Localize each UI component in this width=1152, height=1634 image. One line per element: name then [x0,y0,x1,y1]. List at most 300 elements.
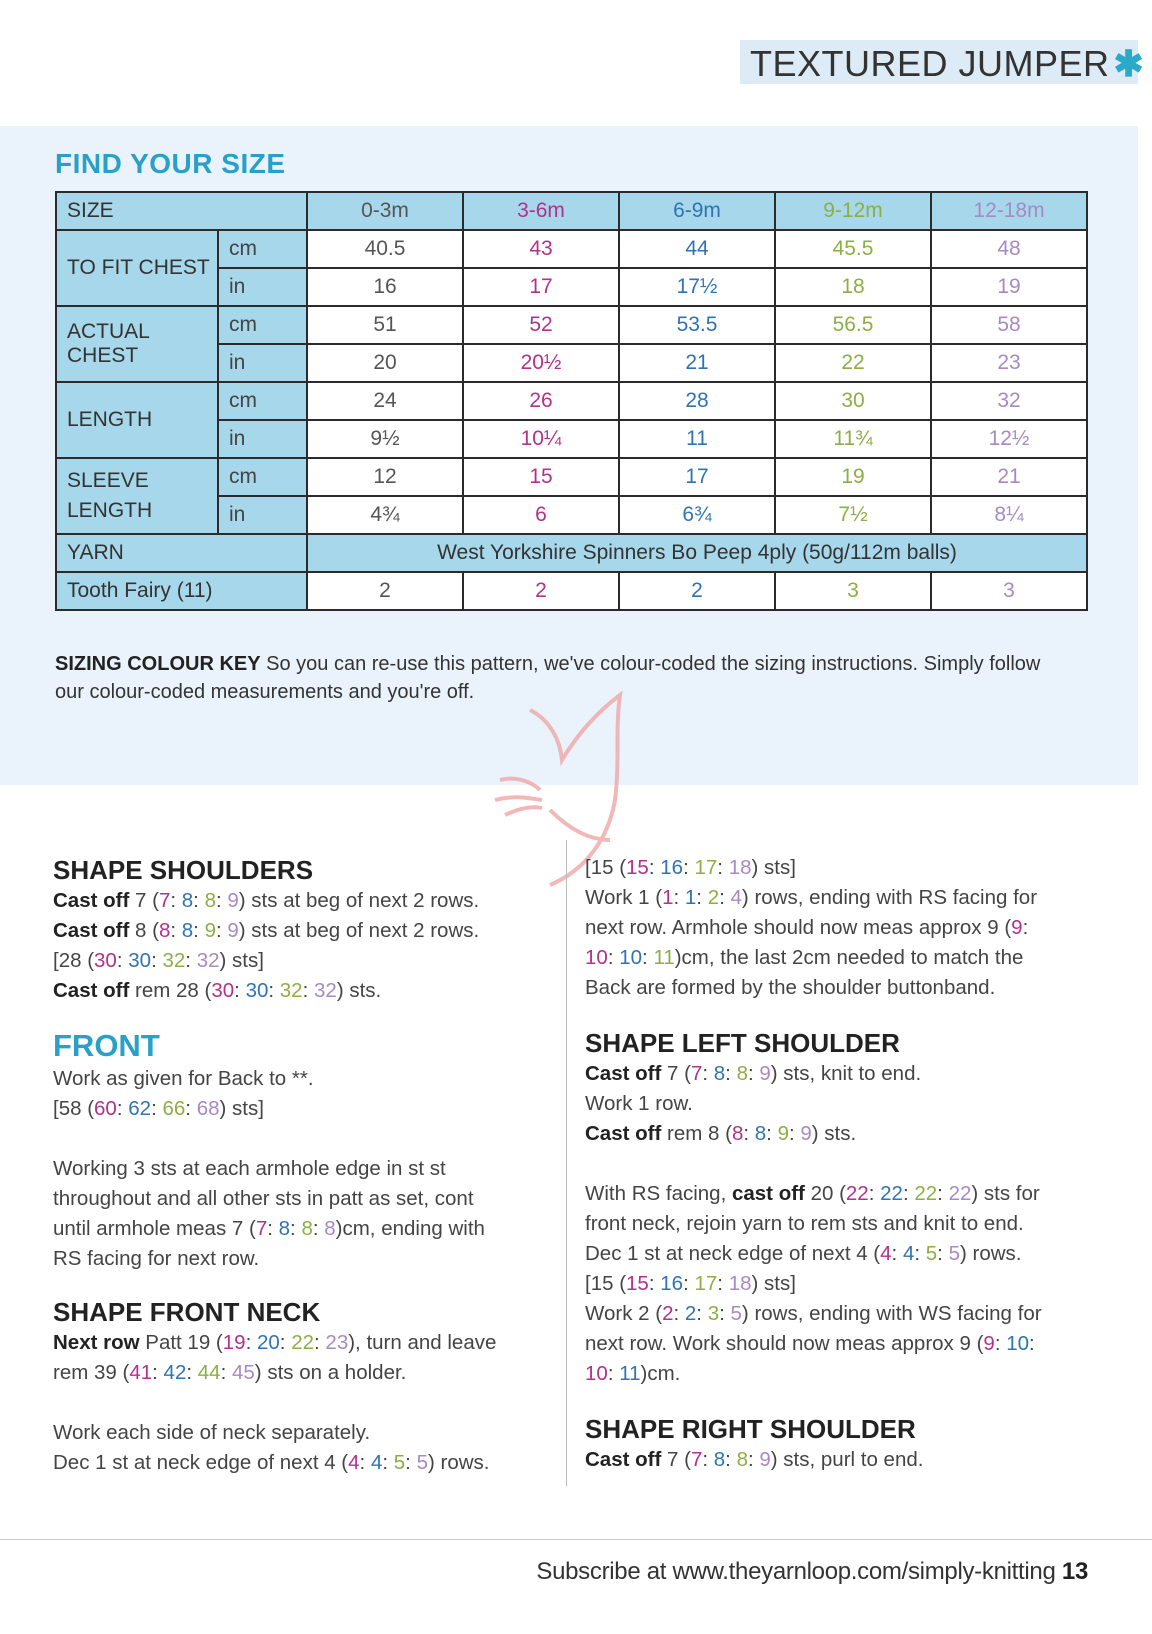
text-segment: : [245,1331,257,1354]
bold-term: Cast off [53,919,130,942]
size-value: 9 [1011,916,1023,939]
value-cell: 12 [307,458,463,496]
value-cell: 12½ [931,420,1087,458]
text-segment: : [696,1302,708,1325]
size-value: 30 [245,979,269,1002]
value-cell: 4¾ [307,496,463,534]
bold-term: Cast off [585,1122,662,1145]
instruction-line [53,1358,553,1388]
value-cell: 2 [619,572,775,610]
size-table [55,191,1088,611]
size-value: 32 [196,949,220,972]
yarn-label: YARN [56,534,307,572]
bold-term: cast off [731,1182,805,1205]
text-segment: next row. Armhole should now meas approx 9 ( [585,916,1012,939]
text-segment: ) sts] [219,1097,264,1120]
page-title-text: TEXTURED JUMPER [750,43,1110,84]
sized-text [53,1097,264,1120]
value-cell: 20½ [463,344,619,382]
table-row [56,458,1087,496]
size-value: 3 [707,1302,720,1325]
instruction-line [53,886,553,916]
value-cell: 2 [463,572,619,610]
text-segment: [15 ( [585,856,627,879]
size-value: 18 [728,1272,752,1295]
row-label [56,458,218,534]
unit-cell: in [218,496,307,534]
size-value: 7 [255,1217,268,1240]
text-segment: ) sts. [811,1122,857,1145]
row-label: ACTUAL CHEST [56,306,218,382]
right-column [585,853,1095,1475]
size-value: 4 [902,1242,915,1265]
value-cell: 11 [619,420,775,458]
size-value: 10 [619,946,643,969]
sized-text [585,946,1023,969]
size-value: 11 [619,1362,641,1385]
sized-text [661,1062,921,1085]
text-segment: : [994,1332,1007,1355]
size-value: 10 [585,1362,608,1385]
size-value: 8 [181,889,194,912]
text-segment: [28 ( [53,949,95,972]
front-heading: FRONT [53,1028,160,1063]
text-segment: : [642,946,654,969]
left-column [53,854,553,1478]
instruction-line [585,1059,1095,1089]
size-value: 5 [948,1242,960,1265]
text-segment: : [193,919,205,942]
text-segment: 7 ( [661,1448,691,1471]
text-segment: Dec 1 st at neck edge of next 4 ( [585,1242,881,1265]
value-cell: 18 [775,268,931,306]
page-number: 13 [1061,1558,1088,1585]
star-icon: ✱ [1113,43,1145,84]
instruction-line [53,1214,553,1244]
instruction-line [53,946,553,976]
shape-left-shoulder-heading: SHAPE LEFT SHOULDER [585,1028,900,1058]
bold-term: Cast off [53,979,130,1002]
size-value: 42 [163,1361,187,1384]
value-cell: 45.5 [775,230,931,268]
text-segment: : [116,1097,129,1120]
size-value: 9 [800,1122,812,1145]
text-segment: : [766,1122,778,1145]
text-segment: : [937,1182,949,1205]
value-cell: 44 [619,230,775,268]
table-row [56,306,1087,344]
value-cell: 19 [931,268,1087,306]
size-value: 7 [690,1448,703,1471]
value-cell: 48 [931,230,1087,268]
text-segment: )cm. [640,1362,681,1385]
text-segment: : [314,1331,326,1354]
value-cell: 3 [775,572,931,610]
size-value: 22 [914,1182,938,1205]
value-cell: 56.5 [775,306,931,344]
text-segment: ) sts at beg of next 2 rows. [238,889,480,912]
sized-text [585,886,1037,909]
text-segment: : [743,1122,755,1145]
shape-right-shoulder-heading: SHAPE RIGHT SHOULDER [585,1414,916,1444]
sized-text [585,1242,1021,1265]
size-value: 68 [196,1097,220,1120]
size-value: 8 [713,1448,726,1471]
value-cell: 3 [931,572,1087,610]
value-cell: 8¼ [931,496,1087,534]
size-value: 16 [660,1272,684,1295]
text-segment: : [719,1302,731,1325]
size-value: 7 [690,1062,703,1085]
size-value: 9 [759,1448,771,1471]
text-segment: : [215,919,228,942]
size-value: 1 [684,886,697,909]
instruction-line [585,1179,1095,1209]
instruction-line [585,883,1095,913]
size-value: 8 [324,1217,336,1240]
text-segment: until armhole meas 7 ( [53,1217,256,1240]
instruction-line: Work each side of neck separately. [53,1421,371,1444]
sized-text [129,889,479,912]
text-segment: : [673,1302,685,1325]
text-segment: : [648,1272,661,1295]
size-value: 30 [94,949,117,972]
text-segment: : [683,856,695,879]
size-value: 2 [662,1302,674,1325]
text-segment: : [359,1451,371,1474]
instruction-line: Back are formed by the shoulder buttonband. [585,976,996,999]
text-segment: : [268,979,280,1002]
text-segment: : [1029,1332,1035,1355]
size-value: 9 [227,889,239,912]
text-segment: : [185,949,197,972]
text-segment: : [116,949,129,972]
size-value: 1 [662,886,674,909]
size-value: 22 [948,1182,972,1205]
sized-text [129,919,479,942]
text-segment: : [607,1362,620,1385]
bold-term: Cast off [585,1062,662,1085]
value-cell: 32 [931,382,1087,420]
sized-text [661,1122,856,1145]
size-value: 32 [162,949,186,972]
text-segment: : [717,856,729,879]
bold-term: Cast off [585,1448,662,1471]
size-col: 9-12m [775,192,931,230]
text-segment: [58 ( [53,1097,95,1120]
instruction-line [585,943,1095,973]
sized-text [661,1448,923,1471]
page-title [750,43,1144,85]
text-segment: ), turn and leave [348,1331,497,1354]
value-cell: 24 [307,382,463,420]
text-segment: : [702,1062,714,1085]
value-cell: 21 [619,344,775,382]
text-segment: : [382,1451,394,1474]
value-cell: 17½ [619,268,775,306]
sized-text [53,1451,489,1474]
sized-text [53,949,264,972]
instruction-line [53,976,553,1006]
text-segment: : [186,1361,198,1384]
size-value: 22 [291,1331,315,1354]
value-cell: 52 [463,306,619,344]
size-value: 16 [660,856,684,879]
sized-text [585,1362,680,1385]
text-segment: : [696,886,708,909]
page-title-box [740,40,1145,84]
size-value: 8 [713,1062,726,1085]
size-value: 30 [128,949,152,972]
text-segment: ) sts at beg of next 2 rows. [238,919,480,942]
sized-text [585,1332,1035,1355]
text-segment: ) sts, knit to end. [770,1062,922,1085]
size-value: 20 [256,1331,280,1354]
size-value: 2 [707,886,720,909]
table-row [56,382,1087,420]
bold-term: Next row [53,1331,140,1354]
value-cell: 17 [463,268,619,306]
size-value: 8 [736,1062,748,1085]
size-value: 10 [1006,1332,1030,1355]
size-value: 7 [158,889,171,912]
text-segment: [15 ( [585,1272,627,1295]
size-col: 0-3m [307,192,463,230]
text-segment: Dec 1 st at neck edge of next 4 ( [53,1451,349,1474]
size-value: 45 [231,1361,255,1384]
value-cell: 28 [619,382,775,420]
instruction-line: Work as given for Back to **. [53,1067,314,1090]
instruction-line: Work 1 row. [585,1092,693,1115]
size-col: 6-9m [619,192,775,230]
row-label-line: LENGTH [67,499,153,522]
size-value: 62 [128,1097,152,1120]
sized-text [585,856,796,879]
unit-cell: cm [218,458,307,496]
text-segment: : [937,1242,949,1265]
text-segment: : [405,1451,417,1474]
text-segment: : [151,1097,163,1120]
text-segment: )cm, ending with [335,1217,485,1240]
size-header-row [56,192,1087,230]
value-cell: 19 [775,458,931,496]
instruction-line [53,1094,553,1124]
text-segment: : [673,886,685,909]
value-cell: 20 [307,344,463,382]
text-segment: : [747,1062,760,1085]
value-cell: 51 [307,306,463,344]
sized-text [53,1361,406,1384]
text-segment: : [215,889,228,912]
size-value: 5 [730,1302,742,1325]
text-segment: : [725,1448,737,1471]
text-segment: : [152,1361,164,1384]
value-cell: 30 [775,382,931,420]
find-size-heading: FIND YOUR SIZE [55,148,286,179]
size-value: 15 [626,1272,649,1295]
text-segment: ) sts] [219,949,264,972]
text-segment: : [312,1217,325,1240]
text-segment: : [234,979,246,1002]
table-row [56,230,1087,268]
value-cell: 10¼ [463,420,619,458]
text-segment: : [1022,916,1029,939]
instruction-line [585,1119,1095,1149]
row-label: TO FIT CHEST [56,230,218,306]
instruction-line: Working 3 sts at each armhole edge in st st [53,1157,446,1180]
size-value: 22 [845,1182,869,1205]
sized-text [585,916,1028,939]
text-segment: : [185,1097,197,1120]
instruction-line [585,853,1095,883]
size-value: 23 [325,1331,349,1354]
sized-text [585,1302,1042,1325]
text-segment: : [220,1361,232,1384]
sized-text [53,1217,485,1240]
size-value: 8 [301,1217,313,1240]
instruction-line [53,1448,553,1478]
size-value: 5 [925,1242,938,1265]
text-segment: ) rows. [427,1451,490,1474]
unit-cell: in [218,420,307,458]
text-segment: rem 39 ( [53,1361,130,1384]
value-cell: 43 [463,230,619,268]
text-segment: ) sts] [751,856,796,879]
text-segment: : [914,1242,926,1265]
size-value: 8 [204,889,216,912]
size-value: 5 [393,1451,406,1474]
yarn-row [56,534,1087,572]
size-value: 10 [585,946,608,969]
text-segment: 8 ( [129,919,159,942]
instruction-line [585,1269,1095,1299]
unit-cell: in [218,268,307,306]
size-value: 66 [162,1097,186,1120]
key-label: SIZING COLOUR KEY [55,653,261,675]
size-value: 9 [204,919,216,942]
text-segment: ) sts. [336,979,382,1002]
text-segment: Work 1 ( [585,886,663,909]
unit-cell: cm [218,306,307,344]
size-value: 9 [759,1062,771,1085]
instruction-line [53,916,553,946]
value-cell: 26 [463,382,619,420]
key-text: So you can re-use this pattern, we've colour-coded the sizing instructions. Simply follow our colour-coded measurements and you're off. [55,653,1041,703]
value-cell: 16 [307,268,463,306]
shade-row [56,572,1087,610]
size-value: 4 [730,886,742,909]
sized-text [805,1182,1040,1205]
sized-text [129,979,381,1002]
size-value: 60 [94,1097,117,1120]
value-cell: 23 [931,344,1087,382]
text-segment: : [725,1062,737,1085]
text-segment: : [891,1242,903,1265]
value-cell: 6¾ [619,496,775,534]
size-value: 8 [278,1217,291,1240]
size-value: 41 [129,1361,153,1384]
shape-shoulders-heading: SHAPE SHOULDERS [53,855,314,885]
value-cell: 9½ [307,420,463,458]
text-segment: rem 28 ( [129,979,212,1002]
size-value: 9 [227,919,239,942]
instruction-line [53,1328,553,1358]
size-value: 44 [197,1361,221,1384]
value-cell: 22 [775,344,931,382]
size-value: 8 [181,919,194,942]
text-segment: : [193,889,205,912]
text-segment: ) sts on a holder. [254,1361,407,1384]
value-cell: 17 [619,458,775,496]
text-segment: : [302,979,314,1002]
value-cell: 15 [463,458,619,496]
instruction-line [585,1359,1095,1389]
instruction-line [585,1329,1095,1359]
text-segment: ) rows, ending with WS facing for [741,1302,1042,1325]
unit-cell: in [218,344,307,382]
size-value: 4 [880,1242,892,1265]
text-segment: : [719,886,731,909]
text-segment: : [717,1272,729,1295]
text-segment: : [747,1448,760,1471]
text-segment: )cm, the last 2cm needed to match the [674,946,1024,969]
size-col: 3-6m [463,192,619,230]
sized-text [585,1272,796,1295]
text-segment: : [290,1217,302,1240]
size-value: 9 [983,1332,995,1355]
size-value: 30 [211,979,235,1002]
instruction-line: front neck, rejoin yarn to rem sts and knit to end. [585,1212,1024,1235]
text-segment: : [868,1182,881,1205]
text-segment: : [607,946,620,969]
footer [536,1558,1088,1586]
text-segment: Work 2 ( [585,1302,663,1325]
size-value: 17 [694,856,718,879]
size-col: 12-18m [931,192,1087,230]
size-value: 2 [684,1302,697,1325]
size-value: 8 [754,1122,767,1145]
size-value: 8 [736,1448,748,1471]
text-segment: 20 ( [804,1182,846,1205]
text-segment: : [683,1272,695,1295]
size-value: 17 [694,1272,718,1295]
value-cell: 21 [931,458,1087,496]
instruction-line [585,1445,1095,1475]
size-value: 4 [348,1451,360,1474]
size-value: 32 [314,979,337,1002]
size-value: 19 [222,1331,246,1354]
instruction-line: RS facing for next row. [53,1247,260,1270]
text-segment: next row. Work should now meas approx 9 ( [585,1332,984,1355]
text-segment: : [702,1448,714,1471]
footer-rule [0,1539,1152,1540]
yarn-description: West Yorkshire Spinners Bo Peep 4ply (50g/112m balls) [307,534,1087,572]
size-value: 4 [370,1451,383,1474]
instruction-line [585,1299,1095,1329]
size-value: 18 [728,856,752,879]
instruction-line: throughout and all other sts in patt as set, cont [53,1187,474,1210]
instruction-line [585,913,1095,943]
text-segment: ) rows, ending with RS facing for [741,886,1038,909]
text-segment: Patt 19 ( [139,1331,223,1354]
size-value: 8 [158,919,171,942]
size-label: SIZE [56,192,307,230]
shade-label: Tooth Fairy (11) [56,572,307,610]
value-cell: 58 [931,306,1087,344]
text-segment: ) sts, purl to end. [770,1448,924,1471]
unit-cell: cm [218,230,307,268]
text-segment: ) sts for [971,1182,1040,1205]
